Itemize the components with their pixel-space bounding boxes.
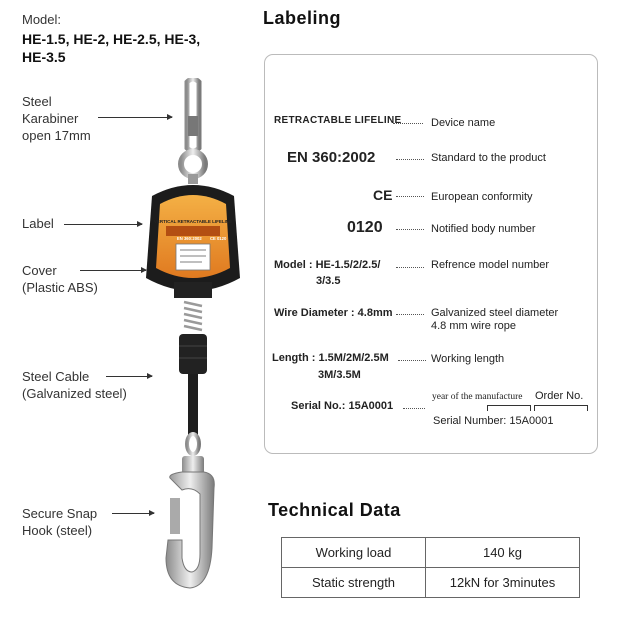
desc-model: Refrence model number bbox=[431, 259, 550, 271]
tech-row-value: 12kN for 3minutes bbox=[426, 568, 580, 598]
label-length-value: 1.5M/2M/2.5M bbox=[318, 352, 389, 364]
desc-standard: Standard to the product bbox=[431, 152, 546, 164]
desc-length: Working length bbox=[431, 353, 505, 365]
callout-karabiner-line1: Steel bbox=[22, 94, 52, 109]
desc-wire-diameter-line2: 4.8 mm wire rope bbox=[431, 320, 516, 332]
tech-row-name: Static strength bbox=[282, 568, 426, 598]
labeling-panel bbox=[264, 54, 598, 454]
device-label-title: VERTICAL RETRACTABLE LIFELINE bbox=[153, 219, 233, 224]
model-list: HE-1.5, HE-2, HE-2.5, HE-3, HE-3.5 bbox=[22, 31, 201, 65]
callout-hook bbox=[22, 505, 97, 539]
callout-cover-line1: Cover bbox=[22, 263, 57, 278]
tech-row-value: 140 kg bbox=[426, 538, 580, 568]
steel-cable-icon bbox=[188, 374, 198, 436]
callout-cover-line2: (Plastic ABS) bbox=[22, 280, 98, 295]
table-row bbox=[282, 568, 580, 598]
label-wire-diameter-value: 4.8mm bbox=[357, 307, 393, 319]
callout-karabiner bbox=[22, 93, 91, 144]
table-row bbox=[282, 538, 580, 568]
label-device-name: RETRACTABLE LIFELINE bbox=[274, 115, 402, 126]
spring-icon bbox=[184, 302, 202, 330]
label-model-key: Model : bbox=[274, 259, 313, 271]
desc-device-name: Device name bbox=[431, 117, 496, 129]
label-wire-diameter-key: Wire Diameter : bbox=[274, 307, 355, 319]
callout-karabiner-line2: Karabiner bbox=[22, 111, 79, 126]
callout-cable-line1: Steel Cable bbox=[22, 369, 90, 384]
model-heading: Model: bbox=[22, 12, 62, 27]
shock-absorber-icon bbox=[179, 334, 207, 374]
label-model-value-line2: 3/3.5 bbox=[316, 275, 341, 287]
labeling-title: Labeling bbox=[263, 8, 342, 28]
callout-cable bbox=[22, 368, 127, 402]
technical-data-title: Technical Data bbox=[268, 500, 401, 520]
label-length-key: Length : bbox=[272, 352, 316, 364]
label-length bbox=[272, 352, 389, 364]
lifeline-product-illustration bbox=[130, 78, 256, 600]
label-ce: CE bbox=[373, 187, 393, 203]
snap-hook-icon bbox=[166, 456, 214, 588]
label-serial bbox=[291, 400, 393, 412]
callout-cable-line2: (Galvanized steel) bbox=[22, 386, 127, 401]
label-serial-key: Serial No.: bbox=[291, 400, 346, 412]
label-model-value: HE-1.5/2/2.5/ bbox=[315, 259, 381, 271]
karabiner-icon bbox=[187, 79, 199, 151]
technical-data-table bbox=[281, 537, 580, 598]
device-label-standard: EN 360:2002 bbox=[177, 236, 202, 241]
desc-order-no: Order No. bbox=[535, 390, 584, 402]
housing-icon bbox=[146, 185, 240, 298]
callout-hook-line1: Secure Snap bbox=[22, 506, 98, 521]
label-wire-diameter bbox=[274, 307, 393, 319]
swivel-eye-icon bbox=[181, 152, 205, 176]
device-label-ce: CE 0120 bbox=[210, 236, 227, 241]
callout-label: Label bbox=[22, 216, 54, 231]
label-length-value-line2: 3M/3.5M bbox=[318, 369, 361, 381]
callout-cover bbox=[22, 262, 98, 296]
bracket-year bbox=[487, 405, 531, 411]
desc-serial-number: Serial Number: 15A0001 bbox=[433, 415, 554, 427]
desc-ce: European conformity bbox=[431, 191, 533, 203]
desc-year-manufacture: year of the manufacture bbox=[432, 392, 523, 402]
callout-karabiner-line3: open 17mm bbox=[22, 128, 91, 143]
desc-wire-diameter: Galvanized steel diameter bbox=[431, 307, 559, 319]
bracket-order bbox=[534, 405, 588, 411]
label-standard: EN 360:2002 bbox=[287, 149, 376, 166]
label-model bbox=[274, 259, 380, 271]
tech-row-name: Working load bbox=[282, 538, 426, 568]
label-notified-body: 0120 bbox=[347, 219, 383, 236]
label-serial-value: 15A0001 bbox=[348, 400, 394, 412]
callout-hook-line2: Hook (steel) bbox=[22, 523, 93, 538]
desc-notified-body: Notified body number bbox=[431, 223, 536, 235]
